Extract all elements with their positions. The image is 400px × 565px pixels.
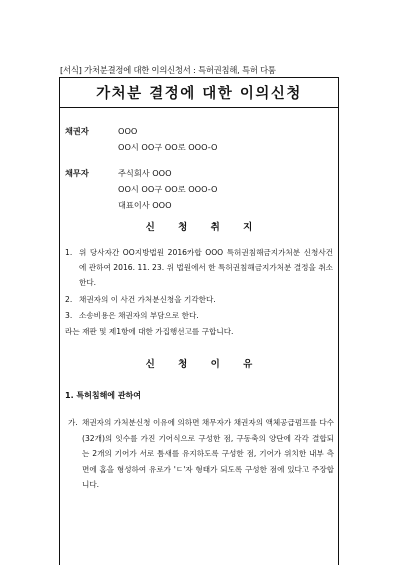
document-title: 가처분 결정에 대한 이의신청 (96, 86, 302, 102)
reasons-subheading: 1. 특허침해에 관하여 (65, 391, 141, 400)
debtor-role: 채무자 (65, 168, 89, 178)
document-frame (59, 77, 339, 565)
document-caption: [서식] 가처분결정에 대한 이의신청서 : 특허권침해, 특허 다툼 (60, 65, 276, 75)
debtor-company: 주식회사 OOO (118, 168, 172, 178)
reasons-item-text: 채권자의 가처분신청 이유에 의하면 채무자가 채권자의 액체공급펌프를 다수(32개)의 잇수를 가진 기어식으로 구성한 점, 구동축의 양단에 각각 결합되는 2개의 기어가 서로 틈새를 유지하도록 구성한 점, 기어가 위치한 내부 측면에 홈을 형성하여 유로가 'ㄷ'자 형태가 되도록 구성한 점에 있다고 주장합니다. (82, 418, 334, 489)
purpose-item-number: 1. (65, 248, 73, 257)
debtor-representative: 대표이사 OOO (118, 200, 172, 210)
purpose-item-text: 소송비용은 채권자의 부담으로 한다. (79, 311, 199, 320)
reasons-heading: 신 청 이 유 (145, 359, 263, 370)
purpose-heading: 신 청 취 지 (145, 222, 263, 233)
purpose-item-number: 2. (65, 295, 73, 304)
title-box (60, 78, 338, 108)
purpose-item-2 (65, 292, 333, 307)
creditor-name: OOO (118, 126, 138, 136)
purpose-item-number: 3. (65, 311, 73, 320)
purpose-item-text: 채권자의 이 사건 가처분신청을 기각한다. (79, 295, 216, 304)
reasons-item-number: 가. (68, 418, 78, 427)
creditor-role: 채권자 (65, 126, 89, 136)
debtor-address: OO시 OO구 OO로 OOO-O (118, 184, 218, 194)
reasons-item-1 (68, 415, 334, 493)
purpose-item-text: 위 당사자간 OO지방법원 2016카합 OOO 특허권침해금지가처분 신청사건에 관하여 2016. 11. 23. 위 법원에서 한 특허권침해금지가처분 결정을 취소한다. (79, 248, 333, 288)
purpose-item-3 (65, 308, 333, 323)
purpose-item-1 (65, 245, 333, 291)
creditor-address: OO시 OO구 OO로 OOO-O (118, 142, 218, 152)
purpose-closing: 라는 재판 및 제1항에 대한 가집행선고를 구합니다. (65, 327, 234, 336)
